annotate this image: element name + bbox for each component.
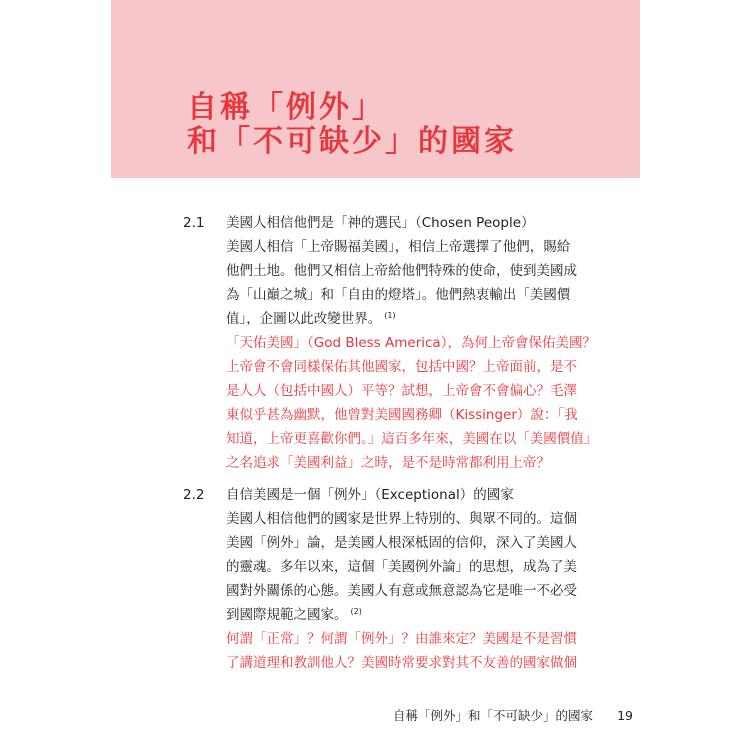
body-line: 美國人相信「上帝賜福美國」，相信上帝選擇了他們，賜給 (226, 239, 571, 255)
body-line-last (226, 603, 571, 627)
body-line: 他們土地。他們又相信上帝給他們特殊的使命，使到美國成 (226, 263, 577, 279)
section-heading-row (183, 483, 583, 507)
author-comment (226, 627, 577, 675)
footnote-marker: (2) (350, 606, 362, 616)
body-line: 美國人相信他們的國家是世界上特別的、與眾不同的。這個 (226, 511, 577, 527)
comment-line: 之名追求「美國利益」之時，是不是時常都利用上帝？ (226, 455, 550, 471)
section-number: 2.2 (183, 487, 205, 503)
footnote-marker: (1) (384, 310, 396, 320)
comment-line: 「天佑美國」（God Bless America），為何上帝會保佑美國？ (226, 335, 596, 351)
section-number: 2.1 (183, 215, 205, 231)
section-heading: 自信美國是一個「例外」（Exceptional）的國家 (226, 487, 514, 503)
body-line: 的靈魂。多年以來，這個「美國例外論」的思想，成為了美 (226, 559, 577, 575)
comment-line: 何謂「正常」？何謂「例外」？由誰來定？美國是不是習慣 (226, 631, 577, 647)
chapter-title (187, 91, 517, 159)
author-comment (226, 331, 598, 475)
section-heading-row (183, 211, 583, 235)
comment-line: 東似乎甚為幽默，他曾對美國國務卿（Kissinger）說：「我 (226, 407, 578, 423)
chapter-title-line-1: 自稱「例外」 (187, 90, 385, 125)
body-line: 國對外關係的心態。美國人有意或無意認為它是唯一不必受 (226, 583, 577, 599)
body-line-last (226, 307, 571, 331)
chapter-title-line-2: 和「不可缺少」的國家 (187, 124, 517, 159)
body-line-text: 到國際規範之國家。 (226, 607, 348, 623)
comment-line: 是人人（包括中國人）平等？試想，上帝會不會偏心？毛澤 (226, 383, 577, 399)
section-body (226, 507, 577, 627)
section-body (226, 235, 577, 331)
body-line: 為「山巔之城」和「自由的燈塔」。他們熱衷輸出「美國價 (226, 287, 571, 303)
section-2-1 (183, 211, 598, 475)
page-footer (393, 706, 633, 726)
page-number: 19 (617, 708, 633, 723)
comment-line: 上帝會不會同樣保佑其他國家，包括中國？上帝面前，是不 (226, 359, 577, 375)
comment-line: 了講道理和教訓他人？美國時常要求對其不友善的國家做個 (226, 655, 577, 671)
running-footer-title: 自稱「例外」和「不可缺少」的國家 (393, 708, 594, 723)
section-heading: 美國人相信他們是「神的選民」（Chosen People） (226, 215, 535, 231)
body-line-text: 值」，企圖以此改變世界。 (226, 311, 382, 327)
section-2-2 (183, 483, 583, 675)
body-line: 美國「例外」論，是美國人根深柢固的信仰，深入了美國人 (226, 535, 577, 551)
comment-line: 知道，上帝更喜歡你們。」這百多年來，美國在以「美國價值」 (226, 431, 598, 447)
